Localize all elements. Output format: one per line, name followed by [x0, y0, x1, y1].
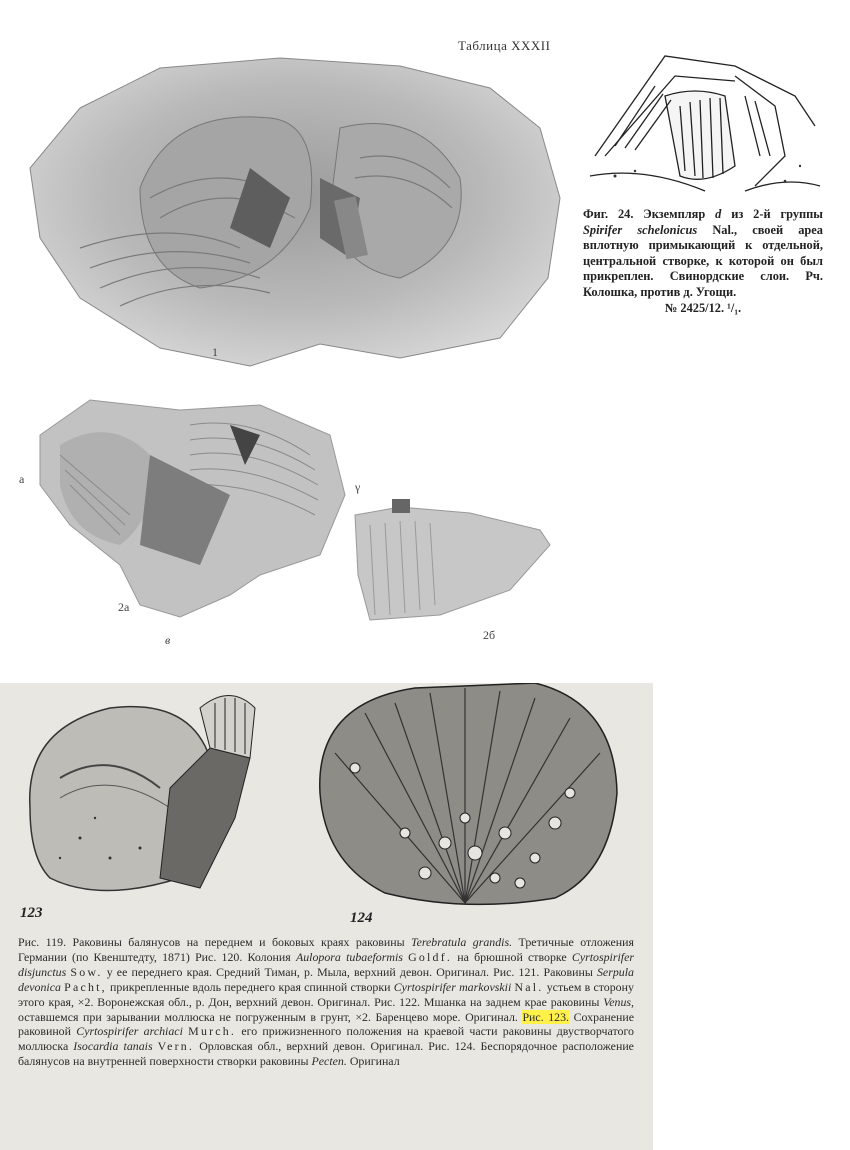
caption-author: Goldf. [408, 949, 453, 964]
fig24-caption-italic: d [715, 207, 722, 221]
fig-123-number: 123 [20, 905, 43, 921]
scan-caption [18, 935, 634, 1069]
highlighted-fig-123-reference: Рис. 123. [522, 1009, 570, 1024]
fig-a-label: а [19, 472, 25, 486]
fossil-photo-1 [20, 48, 568, 370]
caption-text: оставшемся при зарывании моллюска не погруженным в грунт, ×2. Баренцево море. Оригинал. [18, 1009, 518, 1024]
fig-123-drawing [20, 688, 280, 903]
caption-species: Isocardia tanais [73, 1039, 153, 1054]
fig24-caption-part: Фиг. 24. Экземпляр [583, 207, 706, 221]
caption-species: Cyrtospirifer disjunctus [18, 949, 634, 979]
caption-species: Aulopora tubaeformis [295, 949, 403, 964]
caption-author: Sow. [70, 964, 103, 979]
caption-text: Рис. 119. Раковины балянусов на переднем и боковых краях раковины [18, 935, 405, 949]
fossil-photo-2a [30, 395, 350, 625]
fig-24-drawing [585, 36, 825, 196]
caption-species: Cyrtospirifer markovskii [393, 979, 512, 994]
caption-text: устьем в сторону этого края, ×2. Воронежская обл., р. Дон, верхний девон. Оригинал. Рис. 122. Мшанка на заднем крае раковины [18, 979, 634, 1009]
fossil-photo-2b [350, 495, 555, 625]
fig24-caption-part: из 2-й группы [731, 207, 823, 221]
fig-b-label: в [165, 633, 171, 647]
caption-text: прикрепленные вдоль переднего края спинной створки [110, 979, 391, 994]
caption-text: на брюшной створке [457, 949, 567, 964]
caption-author: Vern. [157, 1039, 195, 1054]
fig24-caption-part: Nal., своей ареа вплотную примыкающий к отдельной, центральной створке, к которой он был прикреплен. Свинордские слои. Рч. Колошка, против д. Угощи. [583, 222, 823, 299]
fig24-species-name: Spirifer schelonicus [583, 222, 698, 237]
caption-text: его прижизненного положения на краевой части раковины двустворчатого моллюска [18, 1024, 634, 1054]
caption-species: Cyrtospirifer archiaci [76, 1024, 183, 1039]
fig24-specimen-number: № 2425/12. ¹/₁. [664, 300, 742, 315]
fig-gamma-label: γ [355, 480, 361, 494]
fig-2b-label: 2б [483, 628, 496, 642]
scanned-page [0, 683, 653, 1150]
caption-species: Terebratula grandis. [411, 935, 513, 949]
caption-species: Pecten. [311, 1054, 347, 1069]
caption-text: у ее переднего края. Средний Тиман, р. Мыла, верхний девон. Оригинал. Рис. 121. Раковины [106, 964, 593, 979]
caption-text: Оригинал [349, 1054, 400, 1069]
caption-species: Serpula devonica [18, 964, 634, 994]
fig-124-drawing [305, 683, 625, 908]
fig-1-label: 1 [212, 345, 218, 359]
caption-author: Nal. [514, 979, 544, 994]
plate-label: Таблица XXXII [458, 38, 551, 53]
fig-24-caption [583, 207, 823, 316]
caption-author: Murch. [188, 1024, 237, 1039]
caption-species: Venus, [603, 994, 635, 1009]
fig-2a-label: 2а [118, 600, 130, 614]
caption-text: Орловская обл., верхний девон. Оригинал. Рис. 124. Беспорядочное расположение балянусов на внутренней поверхности створки раковины [18, 1039, 634, 1069]
caption-author: Pacht, [64, 979, 107, 994]
caption-text: Сохранение раковиной [18, 1009, 634, 1039]
caption-text: Третичные отложения Германии (по Квенштедту, 1871) Рис. 120. Колония [18, 935, 634, 964]
fig-124-number: 124 [350, 910, 373, 926]
